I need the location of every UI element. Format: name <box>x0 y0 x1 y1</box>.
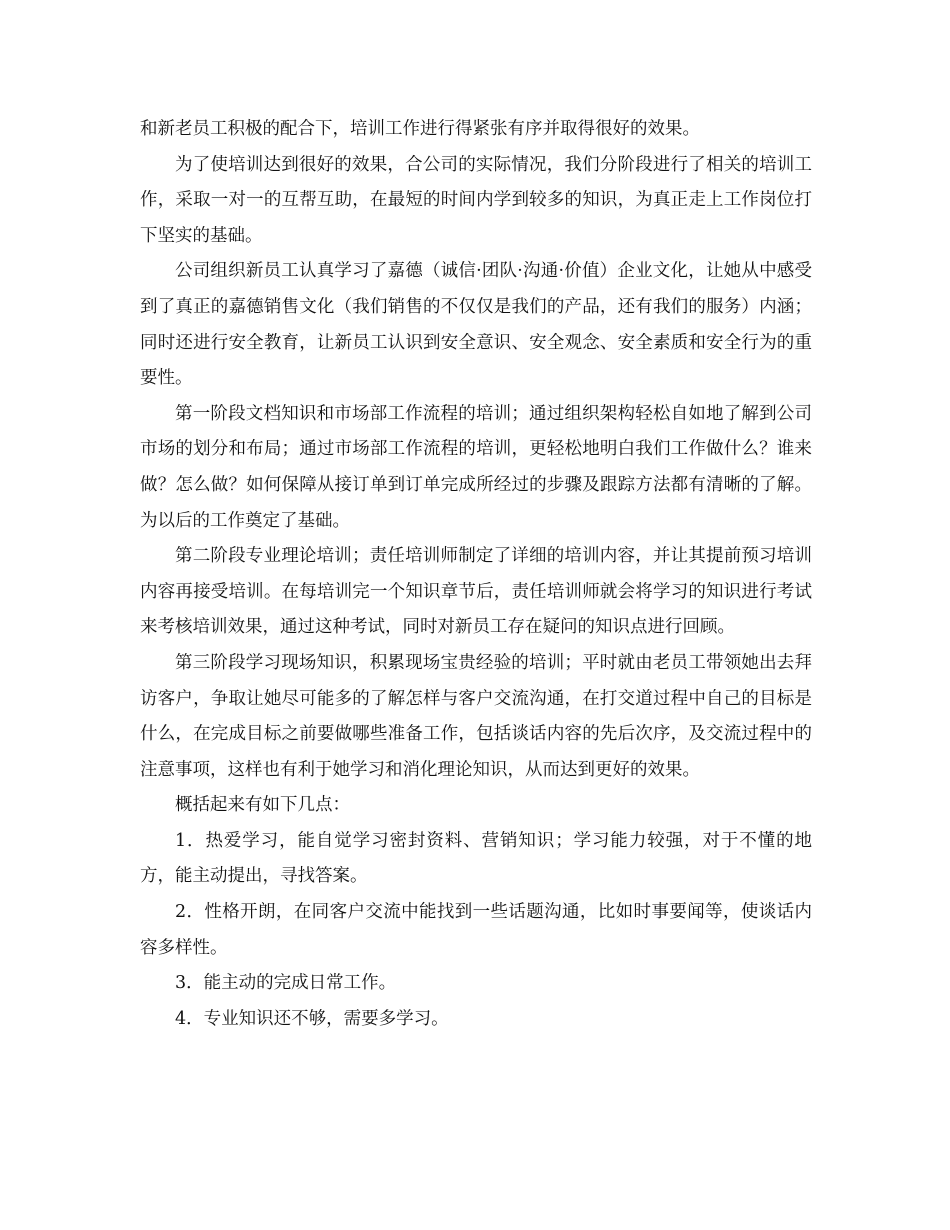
paragraph-phase-one: 第一阶段文档知识和市场部工作流程的培训；通过组织架构轻松自如地了解到公司市场的划分和布局；通过市场部工作流程的培训，更轻松地明白我们工作做什么？谁来做？怎么做？如何保障从接订单到订单完成所经过的步骤及跟踪方法都有清晰的了解。为以后的工作奠定了基础。 <box>140 403 812 531</box>
paragraph-continuation: 和新老员工积极的配合下，培训工作进行得紧张有序并取得很好的效果。 <box>140 119 700 139</box>
list-item-point-2: 2．性格开朗，在同客户交流中能找到一些话题沟通，比如时事要闻等，使谈话内容多样性。 <box>140 902 812 958</box>
list-item-point-1: 1．热爱学习，能自觉学习密封资料、营销知识；学习能力较强，对于不懂的地方，能主动提出，寻找答案。 <box>140 830 812 887</box>
list-item-point-3: 3．能主动的完成日常工作。 <box>175 973 397 994</box>
paragraph-company-culture: 公司组织新员工认真学习了嘉德（诚信·团队·沟通·价值）企业文化，让她从中感受到了真正的嘉德销售文化（我们销售的不仅仅是我们的产品，还有我们的服务）内涵；同时还进行安全教育，让新员工认识到安全意识、安全观念、安全素质和安全行为的重要性。 <box>140 261 812 389</box>
paragraph-phase-three: 第三阶段学习现场知识，积累现场宝贵经验的培训；平时就由老员工带领她出去拜访客户，争取让她尽可能多的了解怎样与客户交流沟通，在打交道过程中自己的目标是什么，在完成目标之前要做哪些准备工作，包括谈话内容的先后次序，及交流过程中的注意事项，这样也有利于她学习和消化理论知识，从而达到更好的效果。 <box>140 652 812 780</box>
paragraph-training-purpose: 为了使培训达到很好的效果，合公司的实际情况，我们分阶段进行了相关的培训工作，采取一对一的互帮互助，在最短的时间内学到较多的知识，为真正走上工作岗位打下坚实的基础。 <box>140 154 812 246</box>
paragraph-summary-intro: 概括起来有如下几点： <box>175 795 350 816</box>
paragraph-phase-two: 第二阶段专业理论培训；责任培训师制定了详细的培训内容，并让其提前预习培训内容再接受培训。在每培训完一个知识章节后，责任培训师就会将学习的知识进行考试来考核培训效果，通过这种考试，同时对新员工存在疑问的知识点进行回顾。 <box>140 546 812 638</box>
list-item-point-4: 4．专业知识还不够，需要多学习。 <box>175 1008 449 1029</box>
document-body <box>140 112 812 1037</box>
